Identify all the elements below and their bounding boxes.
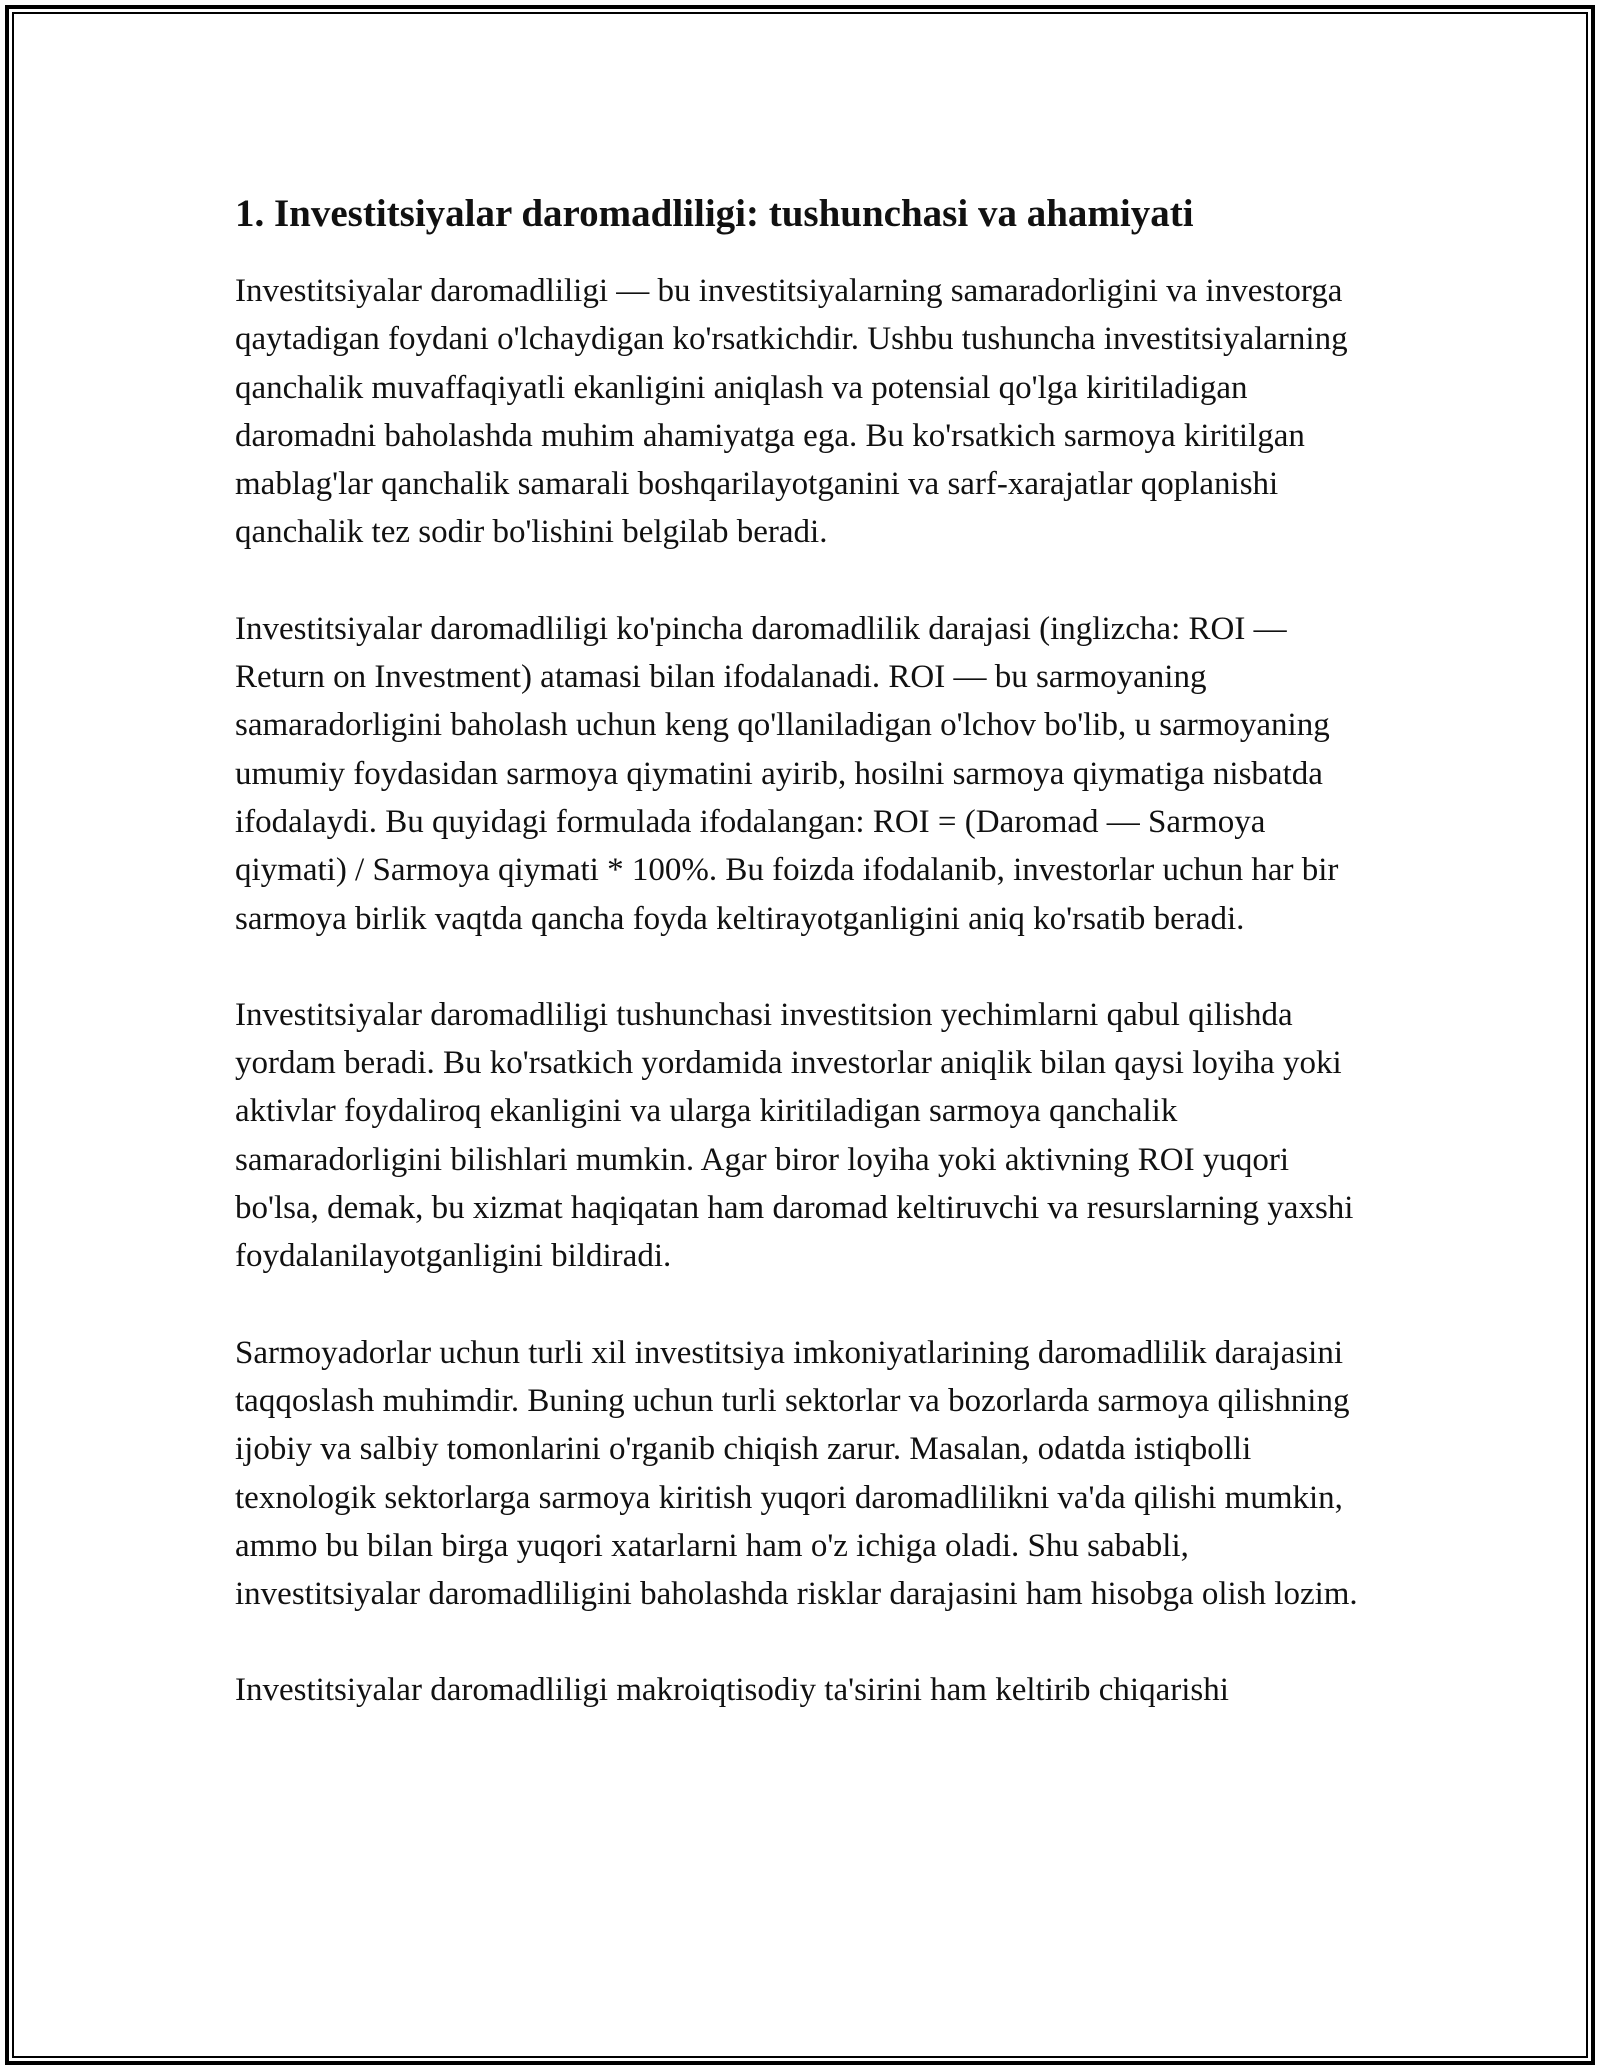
paragraph-2: Investitsiyalar daromadliligi ko'pincha daromadlilik darajasi (inglizcha: ROI — Return on Investment) atamasi bilan ifodalanadi. ROI — bu sarmoyaning samaradorligini baholash uchun keng qo'llaniladigan o'lchov bo'lib, u sarmoyaning umumiy foydasidan sarmoya qiymatini ayirib, hosilni sarmoya qiymatiga nisbatda ifodalaydi. Bu quyidagi formulada ifodalangan: ROI = (Daromad — Sarmoya qiymati) / Sarmoya qiymati * 100%. Bu foizda ifodalanib, investorlar uchun har bir sarmoya birlik vaqtda qancha foyda keltirayotganligini aniq ko'rsatib beradi.: [235, 610, 1339, 937]
document-body: [235, 183, 1365, 1763]
paragraph-3: Investitsiyalar daromadliligi tushunchasi investitsion yechimlarni qabul qilishda yordam beradi. Bu ko'rsatkich yordamida investorlar aniqlik bilan qaysi loyiha yoki aktivlar foydaliroq ekanligini va ularga kiritiladigan sarmoya qanchalik samaradorligini bilishlari mumkin. Agar biror loyiha yoki aktivning ROI yuqori bo'lsa, demak, bu xizmat haqiqatan ham daromad keltiruvchi va resurslarning yaxshi foydalanilayotganligini bildiradi.: [235, 996, 1354, 1275]
paragraph-5: Investitsiyalar daromadliligi makroiqtisodiy ta'sirini ham keltirib chiqarishi: [235, 1672, 1229, 1709]
paragraph-4: Sarmoyadorlar uchun turli xil investitsiya imkoniyatlarining daromadlilik darajasini taqqoslash muhimdir. Buning uchun turli sektorlar va bozorlarda sarmoya qilishning ijobiy va salbiy tomonlarini o'rganib chiqish zarur. Masalan, odatda istiqbolli texnologik sektorlarga sarmoya kiritish yuqori daromadlilikni va'da qilishi mumkin, ammo bu bilan birga yuqori xatarlarni ham o'z ichiga oladi. Shu sababli, investitsiyalar daromadliligini baholashda risklar darajasini ham hisobga olish lozim.: [235, 1334, 1358, 1613]
section-heading: 1. Investitsiyalar daromadliligi: tushunchasi va ahamiyati: [235, 192, 1194, 235]
paragraph-1: Investitsiyalar daromadliligi — bu investitsiyalarning samaradorligini va investorga qaytadigan foydani o'lchaydigan ko'rsatkichdir. Ushbu tushuncha investitsiyalarning qanchalik muvaffaqiyatli ekanligini aniqlash va potensial qo'lga kiritiladigan daromadni baholashda muhim ahamiyatga ega. Bu ko'rsatkich sarmoya kiritilgan mablag'lar qanchalik samarali boshqarilayotganini va sarf-xarajatlar qoplanishi qanchalik tez sodir bo'lishini belgilab beradi.: [235, 273, 1348, 551]
